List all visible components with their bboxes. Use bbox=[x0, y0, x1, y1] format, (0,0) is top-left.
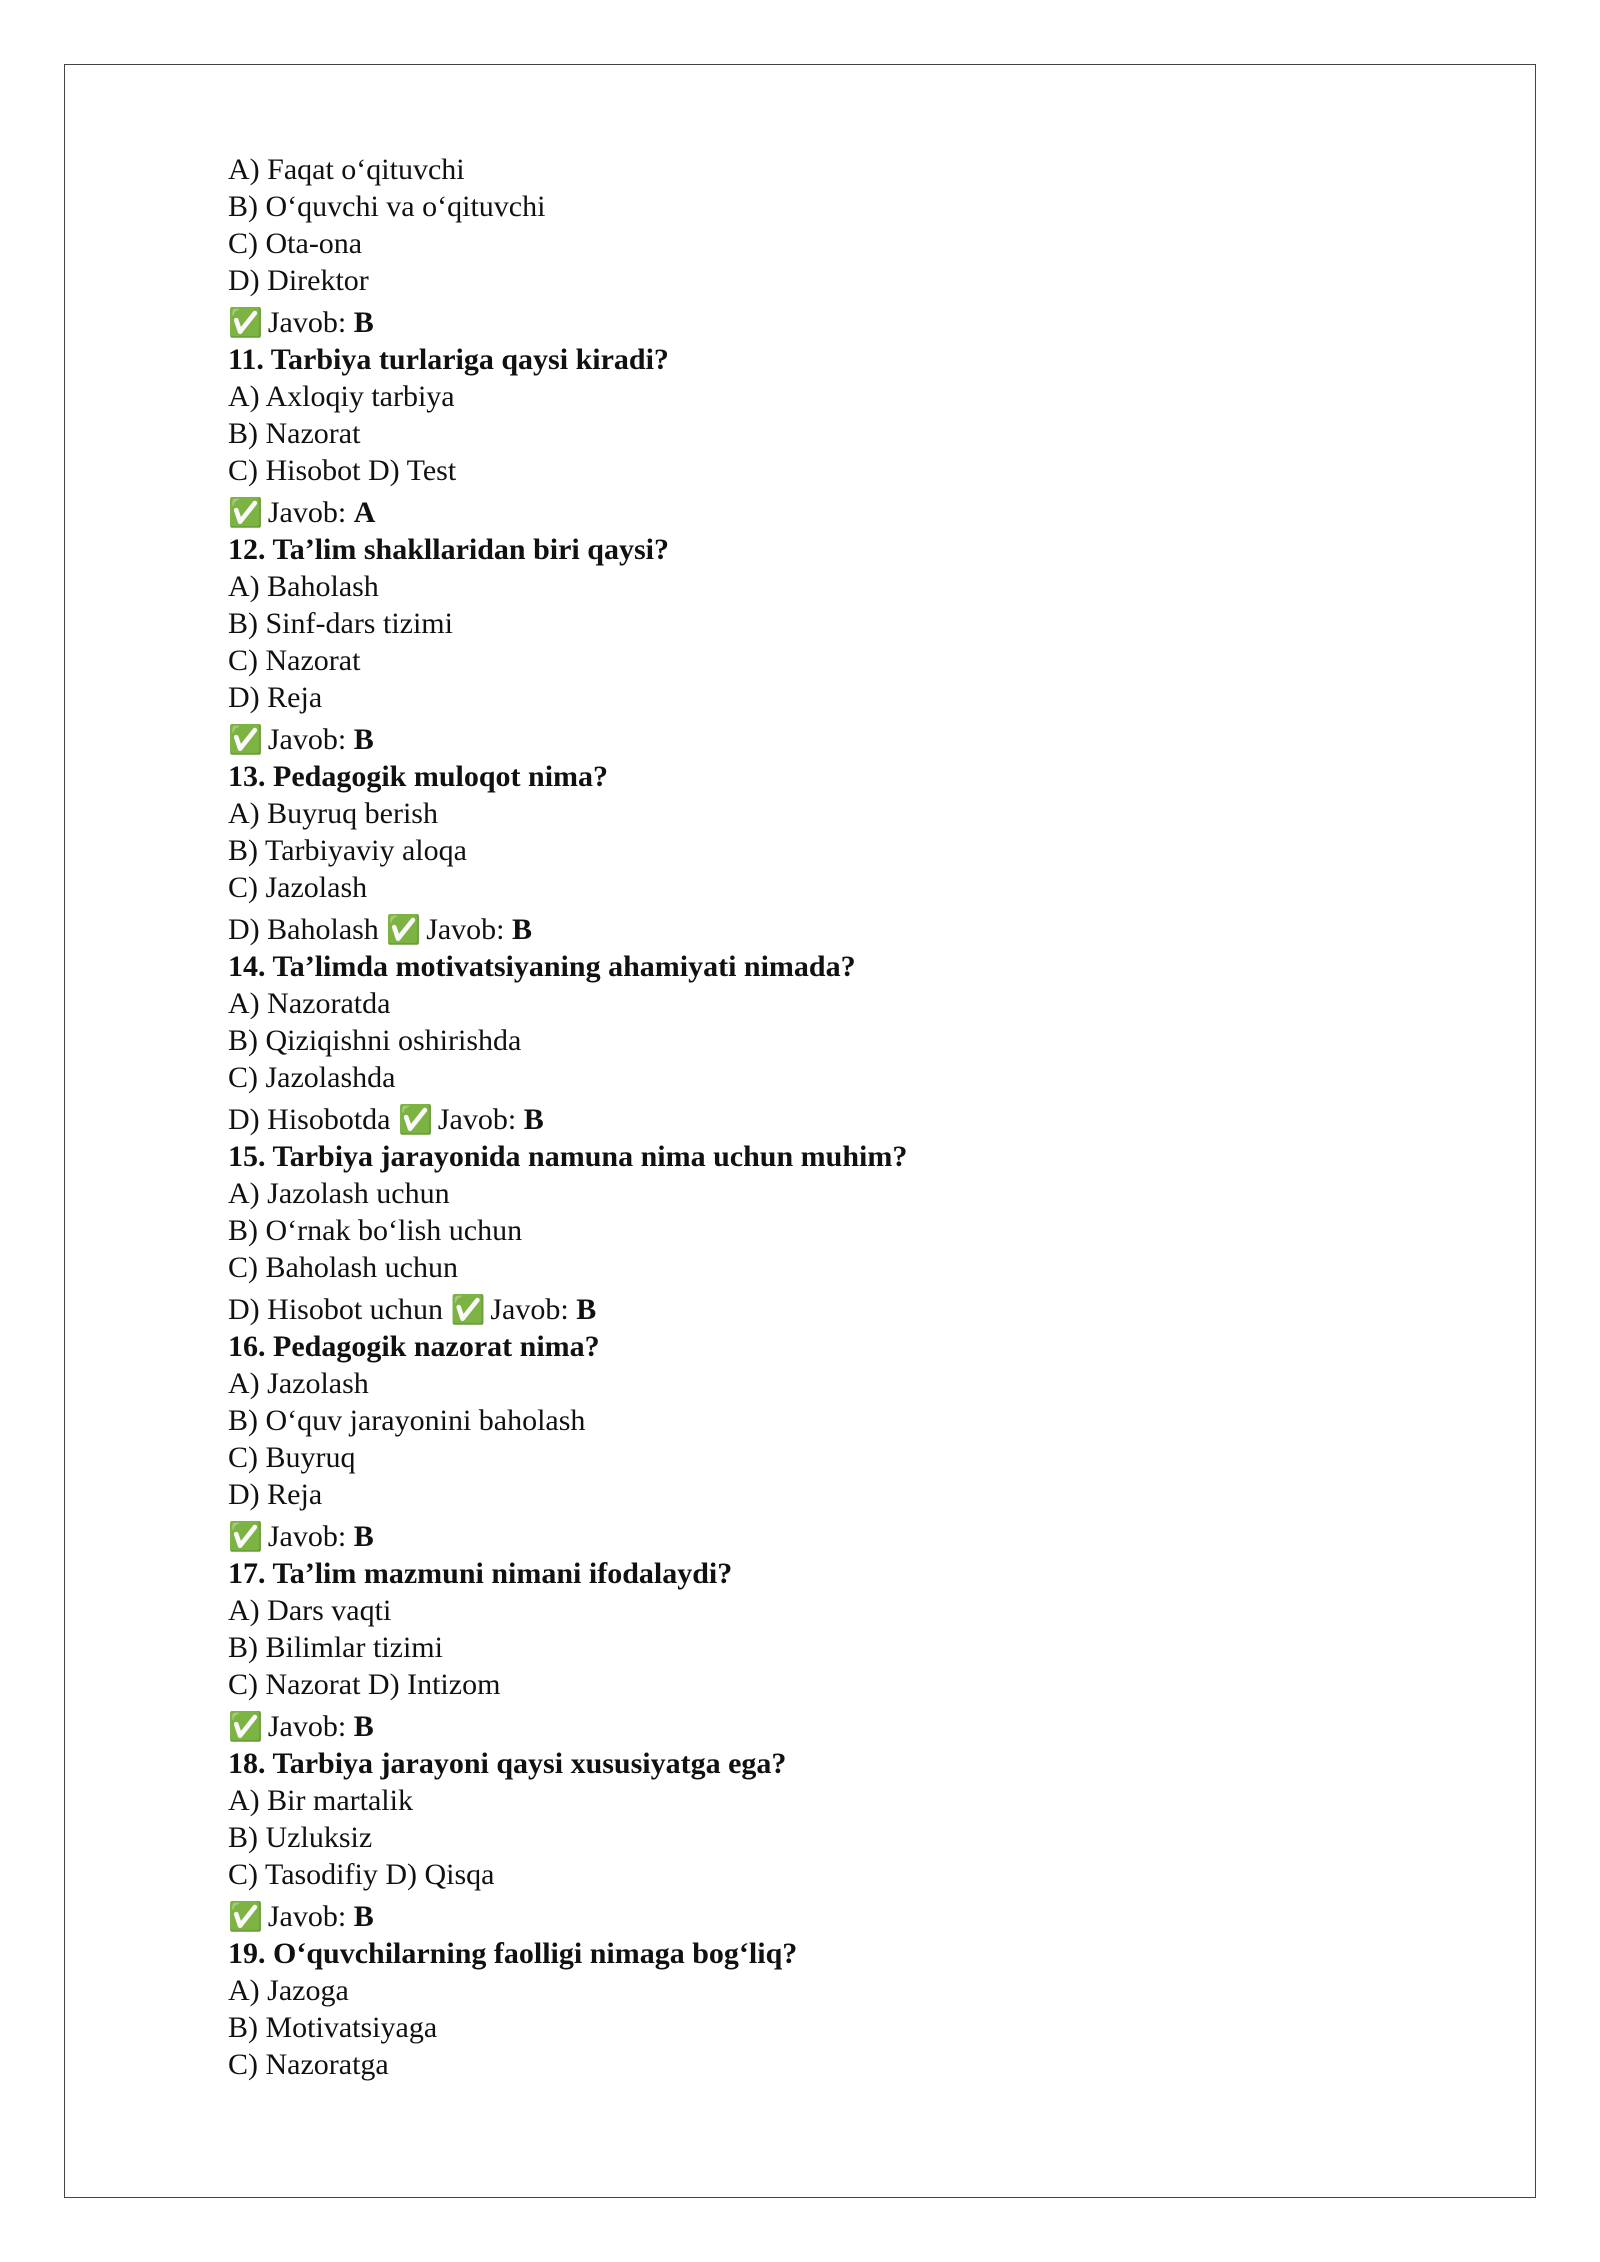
check-icon: ✅ bbox=[450, 1293, 486, 1326]
answer-option: A) Nazoratda bbox=[228, 987, 391, 1020]
answer-option: C) Nazorat bbox=[228, 644, 361, 677]
answer-option: B) O‘quvchi va o‘qituvchi bbox=[228, 190, 546, 223]
answer-label: Javob: bbox=[437, 1103, 517, 1136]
answer-option: D) Direktor bbox=[228, 264, 369, 297]
check-icon: ✅ bbox=[228, 1710, 263, 1743]
answer-option: C) Nazoratga bbox=[228, 2048, 389, 2081]
answer-label: Javob: bbox=[426, 913, 505, 946]
answer-option: A) Bir martalik bbox=[228, 1784, 413, 1817]
answer-label: Javob: bbox=[267, 496, 347, 529]
answer-option: D) Reja bbox=[228, 1478, 323, 1511]
answer-letter: B bbox=[353, 1710, 374, 1743]
answer-option: B) O‘rnak bo‘lish uchun bbox=[228, 1214, 523, 1247]
question-text: 13. Pedagogik muloqot nima? bbox=[228, 760, 609, 793]
answer-option: B) Uzluksiz bbox=[228, 1821, 373, 1854]
answer-option: A) Jazoga bbox=[228, 1974, 349, 2007]
answer-option: D) Baholash bbox=[228, 913, 379, 946]
check-icon: ✅ bbox=[397, 1103, 433, 1136]
answer-option: B) Nazorat bbox=[228, 417, 361, 450]
check-icon: ✅ bbox=[228, 306, 263, 339]
answer-option: A) Baholash bbox=[228, 570, 379, 603]
answer-label: Javob: bbox=[267, 723, 347, 756]
answer-label: Javob: bbox=[267, 1520, 347, 1553]
answer-line bbox=[228, 494, 907, 531]
question-text: 16. Pedagogik nazorat nima? bbox=[228, 1330, 600, 1363]
answer-option: D) Hisobot uchun bbox=[228, 1293, 443, 1326]
answer-option: B) Qiziqishni oshirishda bbox=[228, 1024, 522, 1057]
check-icon: ✅ bbox=[228, 723, 263, 756]
answer-option: A) Jazolash bbox=[228, 1367, 369, 1400]
answer-letter: B bbox=[353, 1520, 374, 1553]
check-icon: ✅ bbox=[228, 496, 263, 529]
answer-letter: B bbox=[353, 723, 374, 756]
answer-option: C) Hisobot D) Test bbox=[228, 454, 457, 487]
answer-letter: B bbox=[353, 1900, 374, 1933]
answer-label: Javob: bbox=[267, 306, 347, 339]
answer-letter: B bbox=[576, 1293, 597, 1326]
question-text: 19. O‘quvchilarning faolligi nimaga bog‘liq? bbox=[228, 1937, 798, 1970]
answer-option: B) Tarbiyaviy aloqa bbox=[228, 834, 467, 867]
answer-option: B) Bilimlar tizimi bbox=[228, 1631, 443, 1664]
answer-option: D) Hisobotda bbox=[228, 1103, 391, 1136]
answer-line bbox=[228, 1708, 907, 1745]
check-icon: ✅ bbox=[386, 913, 422, 946]
answer-option: C) Ota-ona bbox=[228, 227, 363, 260]
question-text: 18. Tarbiya jarayoni qaysi xususiyatga ega? bbox=[228, 1747, 787, 1780]
answer-option: C) Jazolash bbox=[228, 871, 368, 904]
answer-label: Javob: bbox=[267, 1710, 347, 1743]
answer-label: Javob: bbox=[267, 1900, 347, 1933]
answer-label: Javob: bbox=[490, 1293, 569, 1326]
answer-option: D) Reja bbox=[228, 681, 323, 714]
answer-line bbox=[228, 911, 907, 948]
answer-line bbox=[228, 1101, 907, 1138]
answer-option: B) Sinf-dars tizimi bbox=[228, 607, 453, 640]
answer-letter: B bbox=[523, 1103, 544, 1136]
answer-option: A) Jazolash uchun bbox=[228, 1177, 450, 1210]
quiz-content bbox=[228, 151, 907, 2083]
answer-line bbox=[228, 304, 907, 341]
question-text: 15. Tarbiya jarayonida namuna nima uchun muhim? bbox=[228, 1140, 908, 1173]
answer-letter: A bbox=[353, 496, 376, 529]
answer-option: B) Motivatsiyaga bbox=[228, 2011, 438, 2044]
question-text: 14. Ta’limda motivatsiyaning ahamiyati nimada? bbox=[228, 950, 856, 983]
answer-option: C) Buyruq bbox=[228, 1441, 356, 1474]
check-icon: ✅ bbox=[228, 1520, 263, 1553]
answer-option: B) O‘quv jarayonini baholash bbox=[228, 1404, 586, 1437]
answer-letter: B bbox=[353, 306, 374, 339]
answer-option: A) Buyruq berish bbox=[228, 797, 438, 830]
answer-line bbox=[228, 1898, 907, 1935]
question-text: 11. Tarbiya turlariga qaysi kiradi? bbox=[228, 343, 669, 376]
answer-letter: B bbox=[512, 913, 533, 946]
question-text: 12. Ta’lim shakllaridan biri qaysi? bbox=[228, 533, 669, 566]
answer-option: C) Nazorat D) Intizom bbox=[228, 1668, 501, 1701]
answer-option: C) Tasodifiy D) Qisqa bbox=[228, 1858, 495, 1891]
answer-line bbox=[228, 1518, 907, 1555]
answer-option: A) Dars vaqti bbox=[228, 1594, 392, 1627]
answer-option: A) Axloqiy tarbiya bbox=[228, 380, 455, 413]
answer-option: C) Baholash uchun bbox=[228, 1251, 458, 1284]
answer-line bbox=[228, 721, 907, 758]
check-icon: ✅ bbox=[228, 1900, 263, 1933]
question-text: 17. Ta’lim mazmuni nimani ifodalaydi? bbox=[228, 1557, 733, 1590]
answer-option: C) Jazolashda bbox=[228, 1061, 396, 1094]
answer-option: A) Faqat o‘qituvchi bbox=[228, 153, 465, 186]
answer-line bbox=[228, 1291, 907, 1328]
